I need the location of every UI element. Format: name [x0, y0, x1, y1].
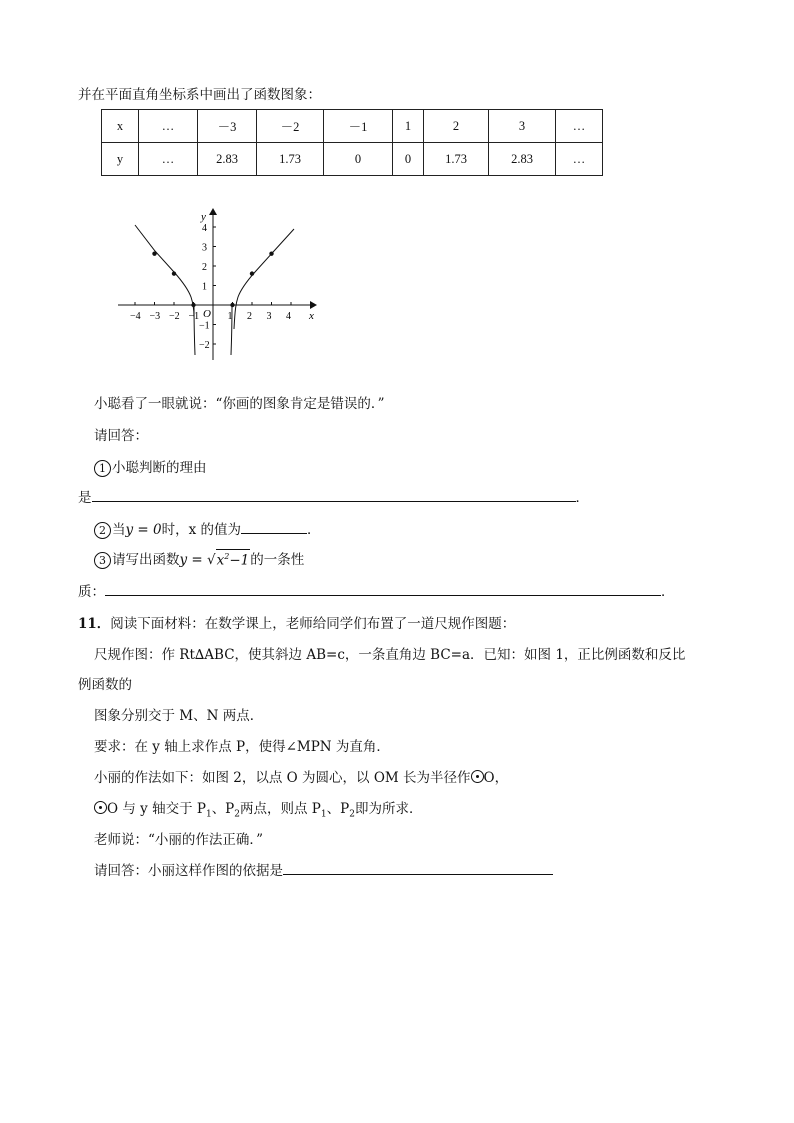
right-branch-curve: [234, 229, 294, 329]
x-tick-label: −2: [169, 311, 180, 322]
graph-point: [172, 271, 176, 275]
line-text: 即为所求．: [354, 801, 423, 817]
table-cell: 2: [424, 110, 489, 143]
table-cell: 0: [324, 143, 393, 176]
line-text: 小丽的作法如下：如图 2，以点 O 为圆心，以 OM 长为半径作: [94, 770, 471, 786]
q11-line6: [94, 797, 422, 820]
table-cell: 0: [393, 143, 424, 176]
equation: y = 0: [125, 522, 162, 538]
item-text: 的一条性: [250, 552, 305, 568]
item-text: 请写出函数: [112, 552, 180, 568]
y-tick-label: −2: [199, 340, 210, 351]
q11-line3: 图象分别交于 M、N 两点．: [94, 708, 264, 724]
line-text: O，: [483, 770, 509, 786]
item-text: 质：: [78, 584, 105, 600]
radicand: [216, 549, 251, 568]
q11-line8: [94, 859, 553, 879]
exponent: 2: [224, 551, 230, 561]
answer-blank[interactable]: [92, 487, 576, 502]
graph-point: [230, 303, 234, 307]
radicand-tail: −1: [229, 552, 250, 568]
answer-blank[interactable]: [283, 860, 553, 875]
graph-point: [152, 251, 156, 255]
q11-line1: 尺规作图：作 Rt∆ABC，使其斜边 AB=c，一条直角边 BC=a．已知：如图 1，正比例函数和反比: [94, 647, 686, 663]
formula-left: y =: [179, 552, 208, 568]
q10-item1-cont: [78, 486, 589, 506]
q10-answer-prompt: 请回答：: [94, 428, 148, 444]
table-cell: －2: [257, 110, 324, 143]
circle-dot-icon: [471, 770, 484, 783]
question-title: 阅读下面材料：在数学课上，老师给同学们布置了一道尺规作图题：: [110, 616, 516, 632]
graph-point: [191, 303, 195, 307]
q10-item2: [94, 518, 321, 539]
item-text: 是: [78, 490, 92, 506]
table-row-y: [102, 143, 603, 176]
line-text: 、P: [326, 801, 350, 817]
subscript: 1: [205, 809, 212, 820]
q11-line7: 老师说：“小丽的作法正确．”: [94, 832, 264, 848]
subscript: 1: [320, 809, 327, 820]
q10-item3: [94, 548, 304, 569]
table-cell: －3: [198, 110, 257, 143]
item-number: 2: [94, 522, 111, 539]
q11-line4: 要求：在 y 轴上求作点 P，使得∠MPN 为直角．: [94, 739, 390, 755]
function-graph: [110, 205, 340, 365]
q11-title: [78, 612, 515, 632]
value-table: [101, 109, 603, 176]
table-cell: …: [556, 143, 603, 176]
subscript: 2: [234, 809, 241, 820]
question-number: 11．: [78, 616, 111, 632]
q11-line2: 例函数的: [78, 677, 132, 693]
x-tick-label: −1: [188, 311, 200, 322]
line-text: 、P: [211, 801, 235, 817]
axis-ticks: [130, 223, 291, 351]
function-formula: $y = √x^2-1$: [180, 552, 251, 568]
item-text: 时，x 的值为: [161, 522, 242, 538]
subscript: 2: [349, 809, 355, 820]
q10-item3-cont: [78, 580, 675, 600]
x-tick-label: −4: [130, 311, 141, 322]
answer-blank[interactable]: [241, 519, 307, 534]
y-tick-label: 3: [202, 242, 207, 254]
table-cell: 1.73: [257, 143, 324, 176]
table-row-x: [102, 110, 603, 143]
q10-item1: [94, 456, 207, 477]
table-cell: 2.83: [198, 143, 257, 176]
item-number: 3: [94, 552, 111, 569]
table-cell: …: [139, 143, 198, 176]
x-tick-label: 4: [286, 311, 291, 322]
x-tick-label: 3: [266, 311, 272, 322]
period: ．: [307, 522, 321, 538]
origin-label: O: [203, 308, 211, 320]
q10-comment: 小聪看了一眼就说：“你画的图象肯定是错误的．”: [94, 396, 385, 412]
item-text: 小聪判断的理由: [112, 460, 207, 476]
y-axis-label: y: [201, 211, 206, 223]
table-cell: x: [102, 110, 139, 143]
y-tick-label: 4: [202, 223, 207, 234]
item-text: 当: [112, 522, 126, 538]
left-branch-curve: [135, 225, 194, 317]
line-text: O 与 y 轴交于 P: [107, 801, 206, 817]
graph-point: [269, 251, 273, 255]
radicand-var: x: [216, 552, 225, 568]
item-number: 1: [94, 460, 111, 477]
x-tick-label: 2: [247, 311, 252, 322]
line-text: 请回答：小丽这样作图的依据是: [94, 863, 283, 879]
table-cell: －1: [324, 110, 393, 143]
line-text: 两点，则点 P: [240, 801, 321, 817]
answer-blank[interactable]: [105, 581, 661, 596]
table-cell: y: [102, 143, 139, 176]
table-cell: …: [139, 110, 198, 143]
period: ．: [661, 584, 675, 600]
graph-point: [250, 271, 254, 275]
x-axis-label: x: [309, 310, 314, 322]
circle-dot-icon: [94, 801, 107, 814]
table-cell: 2.83: [489, 143, 556, 176]
table-cell: 3: [489, 110, 556, 143]
period: ．: [575, 490, 589, 506]
x-tick-label: −3: [149, 311, 161, 322]
table-cell: 1: [393, 110, 424, 143]
y-tick-label: −1: [199, 320, 210, 332]
table-cell: 1.73: [424, 143, 489, 176]
y-tick-label: 1: [202, 281, 207, 293]
y-tick-label: 2: [202, 262, 207, 273]
table-cell: …: [556, 110, 603, 143]
intro-line: 并在平面直角坐标系中画出了函数图象：: [78, 87, 321, 103]
x-tick-label: 1: [227, 311, 233, 322]
q11-line5: [94, 766, 508, 786]
